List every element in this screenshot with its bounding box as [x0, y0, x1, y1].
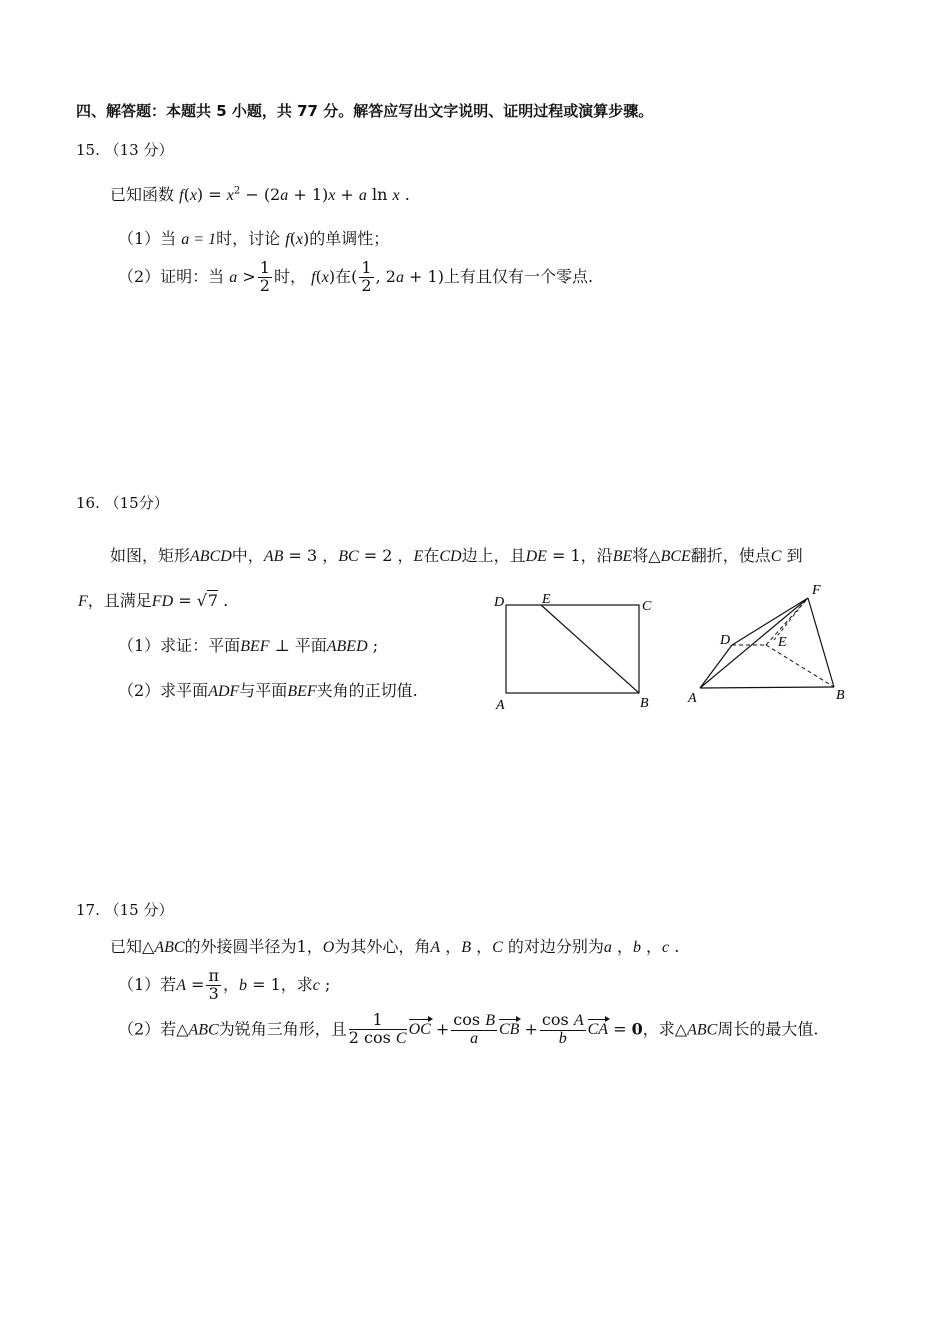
- q16-intro5: ，沿: [580, 546, 613, 565]
- q16-part2-b: 与平面: [239, 681, 288, 700]
- segment-be: [541, 605, 639, 693]
- q15-points: （13 分）: [104, 141, 174, 159]
- q17-part1-tail: ，求: [280, 974, 313, 994]
- q16-intro: 如图，矩形ABCD中，AB = 3 ，BC = 2 ，E在CD边上，且DE = 1，沿BE将△BCE翻折，使点C 到: [110, 546, 803, 565]
- q16-part2: （2）求平面ADF与平面BEF夹角的正切值.: [118, 681, 418, 700]
- q17-part1: （1）若A = $\frac{\pi}{3}$ ，b = 1，求c ;: [118, 966, 331, 1003]
- q16-intro3: 在: [423, 546, 440, 565]
- q17-intro4: 的对边分别为: [507, 937, 604, 956]
- q17-number: 17.: [76, 901, 100, 919]
- q17-part2-c: ，求: [642, 1019, 675, 1039]
- q16-part2-a: （2）求平面: [118, 681, 209, 700]
- q16-intro8: 到: [786, 546, 803, 565]
- fig2-label-e: E: [778, 635, 787, 650]
- fig1-label-d: D: [494, 595, 505, 610]
- q15-header: [76, 139, 174, 160]
- q16-part2-c: 夹角的正切值.: [316, 681, 418, 700]
- q15-part1: （1）当 a = 1时，讨论 f(x)的单调性；: [118, 229, 390, 248]
- q16-fold-figure: [686, 578, 856, 708]
- q16-line2-a: ，且满足: [87, 591, 152, 610]
- q15-part2-label: （2）证明：当: [118, 266, 225, 286]
- q16-line2: F，且满足FD = √7 .: [78, 591, 229, 610]
- q15-part2: （2）证明：当 a > $\frac{1}{2}$ 时， f(x)在( $\frac{1}{2}$ , 2a + 1)上有且仅有一个零点.: [118, 258, 594, 295]
- q17-part2-b: 为锐角三角形，且: [218, 1019, 347, 1039]
- q15-part1-text: 时，讨论: [216, 229, 281, 248]
- q15-part1-cond: a = 1: [181, 231, 217, 248]
- edge-bf: [808, 598, 834, 687]
- q15-part1-label: （1）当: [118, 229, 177, 248]
- fig2-label-d: D: [720, 633, 731, 648]
- q17-part2-d: 周长的最大值.: [717, 1019, 819, 1039]
- edge-af: [700, 598, 808, 688]
- edge-df: [732, 598, 808, 645]
- q15-intro-text: 已知函数: [110, 185, 175, 204]
- section-header: 四、解答题：本题共 5 小题，共 77 分。解答应写出文字说明、证明过程或演算步骤。: [76, 102, 654, 120]
- q16-intro7: 翻折，使点: [690, 546, 771, 565]
- rectangle-abcd: [506, 605, 639, 693]
- q16-number: 16.: [76, 494, 100, 512]
- q15-part2-mid: 时，: [273, 266, 306, 286]
- q17-header: [76, 899, 174, 920]
- q15-number: 15.: [76, 141, 100, 159]
- q15-intro: 已知函数 $f(x) = x^2 - (2a + 1)x + a$ ln x .: [110, 185, 410, 204]
- q15-part2-mid2: 在: [335, 266, 352, 286]
- q16-part1: （1）求证：平面BEF ⊥ 平面ABED ;: [118, 636, 379, 655]
- fig1-label-a: A: [496, 698, 505, 713]
- fig2-label-f: F: [812, 583, 821, 598]
- edge-fold-hint: [774, 600, 806, 640]
- q17-intro3: 为其外心，角: [334, 937, 431, 956]
- q16-rectangle-figure: [490, 588, 665, 713]
- q17-intro: 已知△ABC的外接圆半径为1，O为其外心，角A ，B ，C 的对边分别为a ，b ，c .: [110, 937, 680, 956]
- q16-intro2: 中，: [231, 546, 264, 565]
- q17-intro1: 已知: [110, 937, 143, 956]
- q17-part1-label: （1）若: [118, 974, 177, 994]
- q16-header: [76, 492, 169, 513]
- q16-points: （15分）: [104, 494, 169, 512]
- fig2-label-b: B: [836, 688, 845, 703]
- q15-function-formula: f: [179, 187, 184, 204]
- q17-points: （15 分）: [104, 901, 174, 919]
- q16-part1-a: （1）求证：平面: [118, 636, 241, 655]
- q15-part1-tail: 的单调性；: [309, 229, 390, 248]
- fig1-label-c: C: [642, 599, 652, 614]
- q17-part2-label: （2）若: [118, 1019, 177, 1039]
- edge-ad: [700, 645, 732, 688]
- q17-intro2: 的外接圆半径为: [184, 937, 297, 956]
- q16-intro1: 如图，矩形: [110, 546, 191, 565]
- q17-vector-equation: $\frac{1}{\text{2 cos C}}$: [348, 1010, 407, 1047]
- q17-part2: （2）若△ABC为锐角三角形，且 $\frac{1}{\text{2 cos C}}$ OC + $\frac{\text{cos B}}{a}$ CB + $\frac{\text{cos A}}{b}$ CA = 0，求△ABC周长的最大值.: [118, 1010, 819, 1047]
- edge-ab: [700, 687, 834, 688]
- q15-part2-tail: 上有且仅有一个零点.: [443, 266, 594, 286]
- q16-intro4: 边上，且: [461, 546, 526, 565]
- q16-part1-b: 平面: [294, 636, 327, 655]
- q16-intro6: 将: [632, 546, 649, 565]
- q15-half-fraction: $\frac{1}{2}$: [259, 258, 270, 295]
- fig2-label-a: A: [688, 691, 697, 706]
- fig1-label-e: E: [542, 592, 551, 607]
- fig1-label-b: B: [640, 696, 649, 711]
